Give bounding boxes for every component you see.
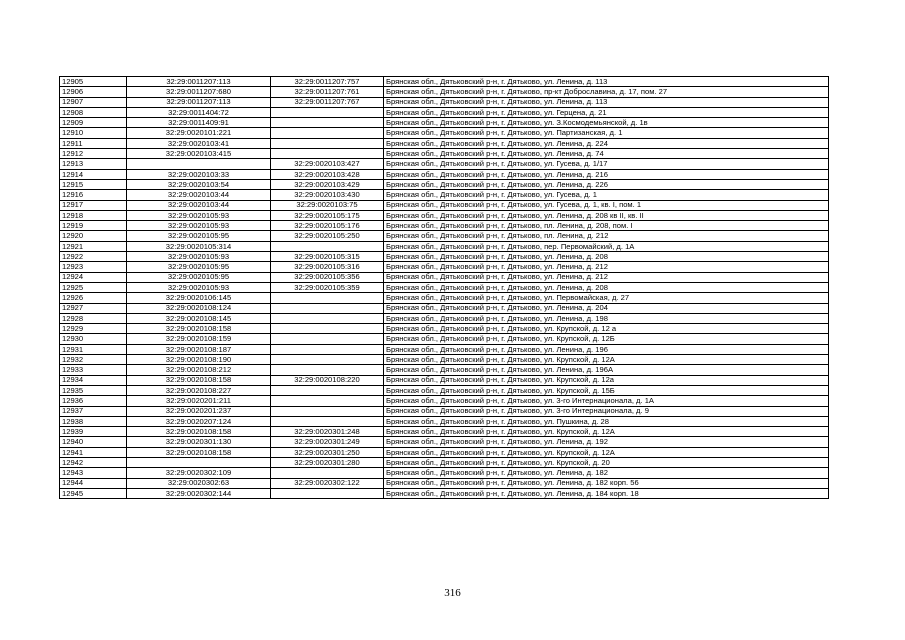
table-row bbox=[60, 87, 829, 97]
table-row bbox=[60, 159, 829, 169]
table-row bbox=[60, 241, 829, 251]
registry-table-body bbox=[60, 77, 829, 499]
row-number-cell: 12932 bbox=[60, 355, 127, 365]
table-row bbox=[60, 97, 829, 107]
address-cell: Брянская обл., Дятьковский р-н, г. Дятьково, ул. З.Космодемьянской, д. 1в bbox=[384, 118, 829, 128]
premises-cadastral-number-cell bbox=[271, 324, 384, 334]
cadastral-number-cell: 32:29:0020103:33 bbox=[127, 169, 271, 179]
row-number-cell: 12936 bbox=[60, 396, 127, 406]
cadastral-number-cell: 32:29:0020105:314 bbox=[127, 241, 271, 251]
cadastral-number-cell: 32:29:0020105:93 bbox=[127, 252, 271, 262]
table-row bbox=[60, 478, 829, 488]
address-cell: Брянская обл., Дятьковский р-н, г. Дятьково, ул. Ленина, д. 182 корп. 56 bbox=[384, 478, 829, 488]
table-row bbox=[60, 344, 829, 354]
address-cell: Брянская обл., Дятьковский р-н, г. Дятьково, ул. Крупской, д. 15Б bbox=[384, 385, 829, 395]
table-row bbox=[60, 138, 829, 148]
premises-cadastral-number-cell bbox=[271, 385, 384, 395]
table-row bbox=[60, 416, 829, 426]
address-cell: Брянская обл., Дятьковский р-н, г. Дятьково, ул. Гусева, д. 1/17 bbox=[384, 159, 829, 169]
premises-cadastral-number-cell: 32:29:0011207:767 bbox=[271, 97, 384, 107]
address-cell: Брянская обл., Дятьковский р-н, г. Дятьково, ул. Ленина, д. 113 bbox=[384, 77, 829, 87]
address-cell: Брянская обл., Дятьковский р-н, г. Дятьково, ул. Ленина, д. 208 bbox=[384, 282, 829, 292]
row-number-cell: 12914 bbox=[60, 169, 127, 179]
row-number-cell: 12921 bbox=[60, 241, 127, 251]
premises-cadastral-number-cell: 32:29:0020105:315 bbox=[271, 252, 384, 262]
table-row bbox=[60, 128, 829, 138]
table-row bbox=[60, 272, 829, 282]
premises-cadastral-number-cell: 32:29:0020105:359 bbox=[271, 282, 384, 292]
cadastral-number-cell: 32:29:0020302:144 bbox=[127, 488, 271, 498]
cadastral-number-cell: 32:29:0020302:109 bbox=[127, 468, 271, 478]
cadastral-number-cell: 32:29:0020108:124 bbox=[127, 303, 271, 313]
address-cell: Брянская обл., Дятьковский р-н, г. Дятьково, ул. Пушкина, д. 28 bbox=[384, 416, 829, 426]
table-row bbox=[60, 293, 829, 303]
premises-cadastral-number-cell bbox=[271, 293, 384, 303]
premises-cadastral-number-cell: 32:29:0020105:176 bbox=[271, 221, 384, 231]
premises-cadastral-number-cell bbox=[271, 344, 384, 354]
premises-cadastral-number-cell bbox=[271, 406, 384, 416]
table-row bbox=[60, 396, 829, 406]
premises-cadastral-number-cell: 32:29:0020105:250 bbox=[271, 231, 384, 241]
row-number-cell: 12924 bbox=[60, 272, 127, 282]
table-row bbox=[60, 190, 829, 200]
cadastral-number-cell: 32:29:0020103:415 bbox=[127, 149, 271, 159]
table-row bbox=[60, 149, 829, 159]
row-number-cell: 12945 bbox=[60, 488, 127, 498]
table-row bbox=[60, 200, 829, 210]
address-cell: Брянская обл., Дятьковский р-н, г. Дятьково, пл. Ленина, д. 208, пом. I bbox=[384, 221, 829, 231]
row-number-cell: 12935 bbox=[60, 385, 127, 395]
address-cell: Брянская обл., Дятьковский р-н, г. Дятьково, ул. Ленина, д. 196А bbox=[384, 365, 829, 375]
premises-cadastral-number-cell bbox=[271, 138, 384, 148]
premises-cadastral-number-cell: 32:29:0020103:75 bbox=[271, 200, 384, 210]
premises-cadastral-number-cell: 32:29:0020108:220 bbox=[271, 375, 384, 385]
premises-cadastral-number-cell: 32:29:0020103:428 bbox=[271, 169, 384, 179]
premises-cadastral-number-cell: 32:29:0011207:761 bbox=[271, 87, 384, 97]
row-number-cell: 12918 bbox=[60, 210, 127, 220]
row-number-cell: 12920 bbox=[60, 231, 127, 241]
row-number-cell: 12910 bbox=[60, 128, 127, 138]
table-row bbox=[60, 334, 829, 344]
cadastral-number-cell: 32:29:0020103:44 bbox=[127, 190, 271, 200]
row-number-cell: 12906 bbox=[60, 87, 127, 97]
premises-cadastral-number-cell bbox=[271, 416, 384, 426]
premises-cadastral-number-cell: 32:29:0020302:122 bbox=[271, 478, 384, 488]
row-number-cell: 12905 bbox=[60, 77, 127, 87]
cadastral-number-cell: 32:29:0020105:95 bbox=[127, 231, 271, 241]
address-cell: Брянская обл., Дятьковский р-н, г. Дятьково, ул. Первомайская, д. 27 bbox=[384, 293, 829, 303]
table-row bbox=[60, 406, 829, 416]
row-number-cell: 12911 bbox=[60, 138, 127, 148]
premises-cadastral-number-cell: 32:29:0020103:427 bbox=[271, 159, 384, 169]
row-number-cell: 12925 bbox=[60, 282, 127, 292]
table-row bbox=[60, 447, 829, 457]
cadastral-number-cell bbox=[127, 457, 271, 467]
cadastral-number-cell: 32:29:0020201:211 bbox=[127, 396, 271, 406]
cadastral-number-cell: 32:29:0020105:93 bbox=[127, 221, 271, 231]
table-row bbox=[60, 355, 829, 365]
table-row bbox=[60, 385, 829, 395]
premises-cadastral-number-cell bbox=[271, 313, 384, 323]
address-cell: Брянская обл., Дятьковский р-н, г. Дятьково, пр-кт Доброславина, д. 17, пом. 27 bbox=[384, 87, 829, 97]
address-cell: Брянская обл., Дятьковский р-н, г. Дятьково, ул. Гусева, д. 1 bbox=[384, 190, 829, 200]
address-cell: Брянская обл., Дятьковский р-н, г. Дятьково, ул. Крупской, д. 12а bbox=[384, 375, 829, 385]
table-row bbox=[60, 427, 829, 437]
row-number-cell: 12943 bbox=[60, 468, 127, 478]
row-number-cell: 12909 bbox=[60, 118, 127, 128]
cadastral-number-cell: 32:29:0020103:54 bbox=[127, 179, 271, 189]
address-cell: Брянская обл., Дятьковский р-н, г. Дятьково, ул. Ленина, д. 212 bbox=[384, 272, 829, 282]
table-row bbox=[60, 221, 829, 231]
address-cell: Брянская обл., Дятьковский р-н, г. Дятьково, ул. Крупской, д. 12А bbox=[384, 355, 829, 365]
row-number-cell: 12912 bbox=[60, 149, 127, 159]
premises-cadastral-number-cell: 32:29:0011207:757 bbox=[271, 77, 384, 87]
address-cell: Брянская обл., Дятьковский р-н, г. Дятьково, ул. Крупской, д. 12 а bbox=[384, 324, 829, 334]
cadastral-number-cell: 32:29:0020103:44 bbox=[127, 200, 271, 210]
premises-cadastral-number-cell: 32:29:0020105:356 bbox=[271, 272, 384, 282]
row-number-cell: 12916 bbox=[60, 190, 127, 200]
table-row bbox=[60, 324, 829, 334]
premises-cadastral-number-cell: 32:29:0020301:280 bbox=[271, 457, 384, 467]
cadastral-number-cell: 32:29:0020108:190 bbox=[127, 355, 271, 365]
table-row bbox=[60, 313, 829, 323]
premises-cadastral-number-cell bbox=[271, 149, 384, 159]
row-number-cell: 12907 bbox=[60, 97, 127, 107]
premises-cadastral-number-cell: 32:29:0020301:250 bbox=[271, 447, 384, 457]
cadastral-number-cell: 32:29:0020108:159 bbox=[127, 334, 271, 344]
cadastral-number-cell: 32:29:0020108:227 bbox=[127, 385, 271, 395]
premises-cadastral-number-cell bbox=[271, 118, 384, 128]
address-cell: Брянская обл., Дятьковский р-н, г. Дятьково, ул. Крупской, д. 12А bbox=[384, 447, 829, 457]
cadastral-number-cell: 32:29:0020207:124 bbox=[127, 416, 271, 426]
table-row bbox=[60, 375, 829, 385]
registry-table bbox=[59, 76, 829, 499]
premises-cadastral-number-cell bbox=[271, 396, 384, 406]
address-cell: Брянская обл., Дятьковский р-н, г. Дятьково, пер. Первомайский, д. 1А bbox=[384, 241, 829, 251]
address-cell: Брянская обл., Дятьковский р-н, г. Дятьково, ул. Ленина, д. 74 bbox=[384, 149, 829, 159]
row-number-cell: 12919 bbox=[60, 221, 127, 231]
premises-cadastral-number-cell: 32:29:0020105:316 bbox=[271, 262, 384, 272]
row-number-cell: 12915 bbox=[60, 179, 127, 189]
table-row bbox=[60, 303, 829, 313]
table-row bbox=[60, 77, 829, 87]
address-cell: Брянская обл., Дятьковский р-н, г. Дятьково, ул. Ленина, д. 198 bbox=[384, 313, 829, 323]
premises-cadastral-number-cell: 32:29:0020103:430 bbox=[271, 190, 384, 200]
cadastral-number-cell: 32:29:0020108:145 bbox=[127, 313, 271, 323]
address-cell: Брянская обл., Дятьковский р-н, г. Дятьково, ул. Ленина, д. 204 bbox=[384, 303, 829, 313]
address-cell: Брянская обл., Дятьковский р-н, г. Дятьково, пл. Ленина, д. 212 bbox=[384, 231, 829, 241]
table-row bbox=[60, 118, 829, 128]
row-number-cell: 12931 bbox=[60, 344, 127, 354]
row-number-cell: 12934 bbox=[60, 375, 127, 385]
address-cell: Брянская обл., Дятьковский р-н, г. Дятьково, ул. Ленина, д. 208 кв II, кв. II bbox=[384, 210, 829, 220]
cadastral-number-cell: 32:29:0011207:680 bbox=[127, 87, 271, 97]
row-number-cell: 12938 bbox=[60, 416, 127, 426]
address-cell: Брянская обл., Дятьковский р-н, г. Дятьково, ул. Крупской, д. 12Б bbox=[384, 334, 829, 344]
cadastral-number-cell: 32:29:0020301:130 bbox=[127, 437, 271, 447]
premises-cadastral-number-cell bbox=[271, 488, 384, 498]
row-number-cell: 12944 bbox=[60, 478, 127, 488]
address-cell: Брянская обл., Дятьковский р-н, г. Дятьково, ул. Ленина, д. 216 bbox=[384, 169, 829, 179]
premises-cadastral-number-cell: 32:29:0020301:248 bbox=[271, 427, 384, 437]
address-cell: Брянская обл., Дятьковский р-н, г. Дятьково, ул. Ленина, д. 212 bbox=[384, 262, 829, 272]
table-row bbox=[60, 179, 829, 189]
row-number-cell: 12939 bbox=[60, 427, 127, 437]
premises-cadastral-number-cell: 32:29:0020105:175 bbox=[271, 210, 384, 220]
row-number-cell: 12940 bbox=[60, 437, 127, 447]
row-number-cell: 12922 bbox=[60, 252, 127, 262]
address-cell: Брянская обл., Дятьковский р-н, г. Дятьково, ул. Ленина, д. 113 bbox=[384, 97, 829, 107]
address-cell: Брянская обл., Дятьковский р-н, г. Дятьково, ул. Ленина, д. 224 bbox=[384, 138, 829, 148]
address-cell: Брянская обл., Дятьковский р-н, г. Дятьково, ул. Ленина, д. 182 bbox=[384, 468, 829, 478]
row-number-cell: 12917 bbox=[60, 200, 127, 210]
address-cell: Брянская обл., Дятьковский р-н, г. Дятьково, ул. 3-го Интернационала, д. 1А bbox=[384, 396, 829, 406]
table-row bbox=[60, 107, 829, 117]
row-number-cell: 12908 bbox=[60, 107, 127, 117]
premises-cadastral-number-cell bbox=[271, 365, 384, 375]
cadastral-number-cell: 32:29:0020201:237 bbox=[127, 406, 271, 416]
table-row bbox=[60, 365, 829, 375]
row-number-cell: 12930 bbox=[60, 334, 127, 344]
row-number-cell: 12913 bbox=[60, 159, 127, 169]
table-row bbox=[60, 169, 829, 179]
premises-cadastral-number-cell bbox=[271, 241, 384, 251]
cadastral-number-cell: 32:29:0020106:145 bbox=[127, 293, 271, 303]
row-number-cell: 12927 bbox=[60, 303, 127, 313]
table-row bbox=[60, 437, 829, 447]
premises-cadastral-number-cell bbox=[271, 334, 384, 344]
address-cell: Брянская обл., Дятьковский р-н, г. Дятьково, ул. Ленина, д. 192 bbox=[384, 437, 829, 447]
address-cell: Брянская обл., Дятьковский р-н, г. Дятьково, ул. Ленина, д. 208 bbox=[384, 252, 829, 262]
premises-cadastral-number-cell bbox=[271, 303, 384, 313]
table-row bbox=[60, 231, 829, 241]
address-cell: Брянская обл., Дятьковский р-н, г. Дятьково, ул. Ленина, д. 184 корп. 18 bbox=[384, 488, 829, 498]
table-row bbox=[60, 252, 829, 262]
address-cell: Брянская обл., Дятьковский р-н, г. Дятьково, ул. Герцена, д. 21 bbox=[384, 107, 829, 117]
table-row bbox=[60, 282, 829, 292]
cadastral-number-cell bbox=[127, 159, 271, 169]
table-row bbox=[60, 457, 829, 467]
premises-cadastral-number-cell: 32:29:0020103:429 bbox=[271, 179, 384, 189]
row-number-cell: 12937 bbox=[60, 406, 127, 416]
cadastral-number-cell: 32:29:0020105:93 bbox=[127, 210, 271, 220]
premises-cadastral-number-cell bbox=[271, 355, 384, 365]
table-row bbox=[60, 262, 829, 272]
cadastral-number-cell: 32:29:0020105:95 bbox=[127, 272, 271, 282]
row-number-cell: 12942 bbox=[60, 457, 127, 467]
address-cell: Брянская обл., Дятьковский р-н, г. Дятьково, ул. Ленина, д. 196 bbox=[384, 344, 829, 354]
page-number: 316 bbox=[444, 587, 461, 599]
premises-cadastral-number-cell bbox=[271, 107, 384, 117]
row-number-cell: 12929 bbox=[60, 324, 127, 334]
cadastral-number-cell: 32:29:0020103:41 bbox=[127, 138, 271, 148]
cadastral-number-cell: 32:29:0020108:158 bbox=[127, 427, 271, 437]
cadastral-number-cell: 32:29:0011207:113 bbox=[127, 97, 271, 107]
cadastral-number-cell: 32:29:0020108:158 bbox=[127, 324, 271, 334]
table-row bbox=[60, 488, 829, 498]
row-number-cell: 12933 bbox=[60, 365, 127, 375]
address-cell: Брянская обл., Дятьковский р-н, г. Дятьково, ул. Крупской, д. 20 bbox=[384, 457, 829, 467]
row-number-cell: 12926 bbox=[60, 293, 127, 303]
cadastral-number-cell: 32:29:0020105:93 bbox=[127, 282, 271, 292]
address-cell: Брянская обл., Дятьковский р-н, г. Дятьково, ул. Гусева, д. 1, кв. I, пом. 1 bbox=[384, 200, 829, 210]
address-cell: Брянская обл., Дятьковский р-н, г. Дятьково, ул. Крупской, д. 12А bbox=[384, 427, 829, 437]
table-row bbox=[60, 210, 829, 220]
cadastral-number-cell: 32:29:0020302:63 bbox=[127, 478, 271, 488]
table-row bbox=[60, 468, 829, 478]
row-number-cell: 12923 bbox=[60, 262, 127, 272]
cadastral-number-cell: 32:29:0011207:113 bbox=[127, 77, 271, 87]
cadastral-number-cell: 32:29:0020101:221 bbox=[127, 128, 271, 138]
address-cell: Брянская обл., Дятьковский р-н, г. Дятьково, ул. Партизанская, д. 1 bbox=[384, 128, 829, 138]
row-number-cell: 12928 bbox=[60, 313, 127, 323]
cadastral-number-cell: 32:29:0020108:212 bbox=[127, 365, 271, 375]
cadastral-number-cell: 32:29:0020105:95 bbox=[127, 262, 271, 272]
premises-cadastral-number-cell bbox=[271, 468, 384, 478]
cadastral-number-cell: 32:29:0011404:72 bbox=[127, 107, 271, 117]
cadastral-number-cell: 32:29:0011409:91 bbox=[127, 118, 271, 128]
cadastral-number-cell: 32:29:0020108:158 bbox=[127, 375, 271, 385]
premises-cadastral-number-cell bbox=[271, 128, 384, 138]
address-cell: Брянская обл., Дятьковский р-н, г. Дятьково, ул. Ленина, д. 226 bbox=[384, 179, 829, 189]
row-number-cell: 12941 bbox=[60, 447, 127, 457]
address-cell: Брянская обл., Дятьковский р-н, г. Дятьково, ул. 3-го Интернационала, д. 9 bbox=[384, 406, 829, 416]
cadastral-number-cell: 32:29:0020108:187 bbox=[127, 344, 271, 354]
premises-cadastral-number-cell: 32:29:0020301:249 bbox=[271, 437, 384, 447]
cadastral-number-cell: 32:29:0020108:158 bbox=[127, 447, 271, 457]
